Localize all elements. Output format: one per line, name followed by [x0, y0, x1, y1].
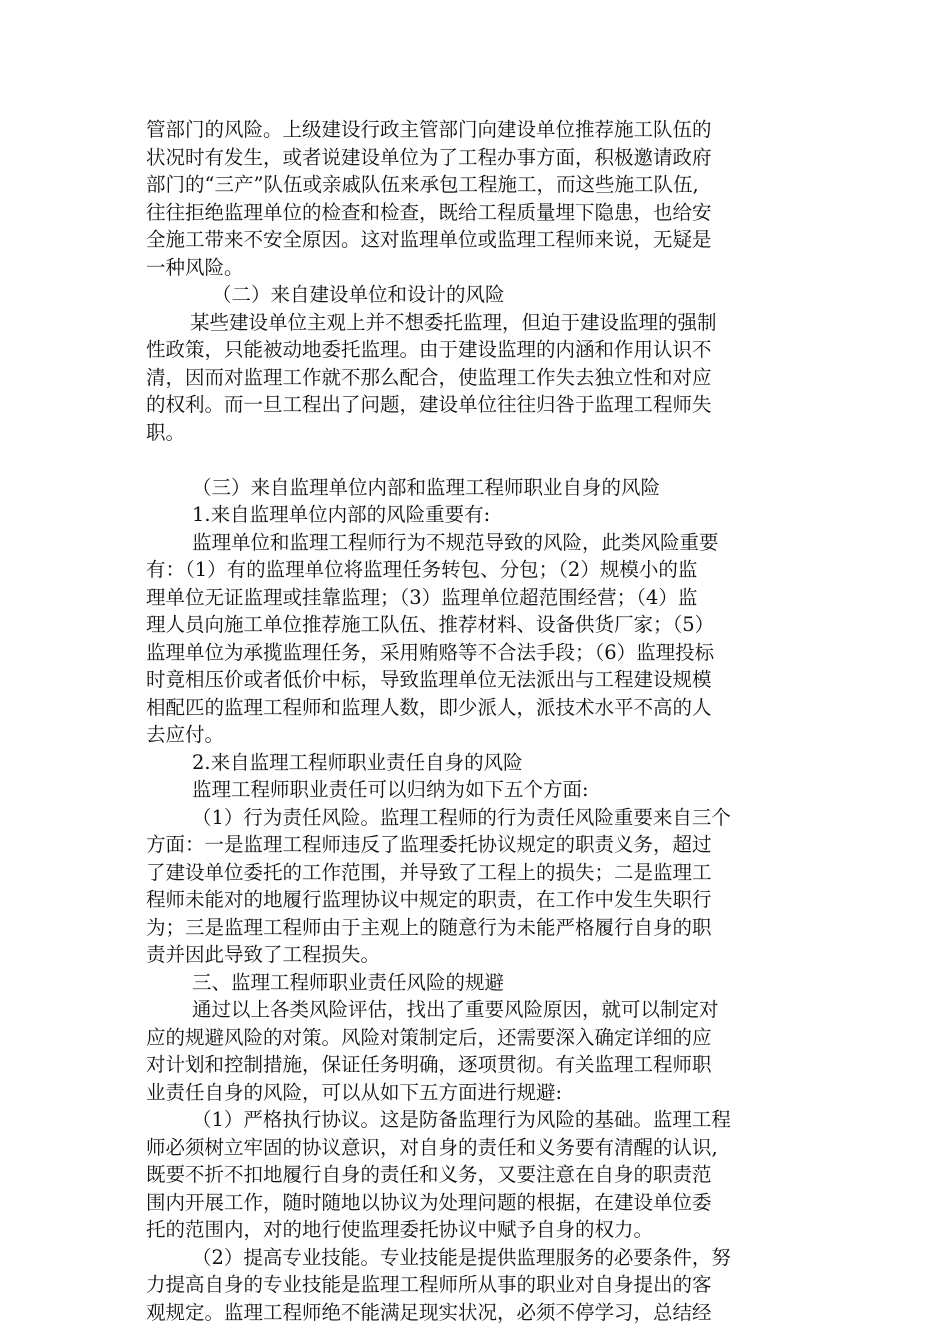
- body-line: 既要不折不扣地履行自身的责任和义务，又要注意在自身的职责范: [146, 1163, 712, 1186]
- body-line: 性政策，只能被动地委托监理。由于建设监理的内涵和作用认识不: [146, 338, 712, 361]
- body-line: 理单位无证监理或挂靠监理；（3）监理单位超范围经营；（4）监: [146, 585, 698, 609]
- blank-line: [146, 446, 806, 474]
- section-heading-2: （二）来自建设单位和设计的风险: [212, 283, 505, 306]
- body-line: 状况时有发生，或者说建设单位为了工程办事方面，积极邀请政府: [146, 145, 712, 169]
- section-heading-three: 三、监理工程师职业责任风险的规避: [192, 970, 505, 994]
- body-line: 一种风险。: [146, 255, 244, 279]
- body-line: 围内开展工作，随时随地以协议为处理问题的根据，在建设单位委: [146, 1190, 712, 1214]
- paragraph-start: 某些建设单位主观上并不想委托监理，但迫于建设监理的强制: [190, 310, 717, 334]
- paragraph-start: （2）提高专业技能。专业技能是提供监理服务的必要条件，努: [192, 1245, 731, 1269]
- body-line: 管部门的风险。上级建设行政主管部门向建设单位推荐施工队伍的: [146, 118, 712, 141]
- body-line: 时竟相压价或者低价中标，导致监理单位无法派出与工程建设规模: [146, 668, 712, 691]
- body-line: 监理单位为承揽监理任务，采用贿赂等不合法手段；（6）监理投标: [146, 640, 715, 664]
- body-line: 对计划和控制措施，保证任务明确，逐项贯彻。有关监理工程师职: [146, 1053, 712, 1076]
- body-line: 观规定。监理工程师绝不能满足现实状况，必须不停学习，总结经: [146, 1300, 712, 1324]
- paragraph-start: （1）行为责任风险。监理工程师的行为责任风险重要来自三个: [192, 805, 731, 829]
- document-body: [146, 116, 806, 1326]
- body-line: 方面：一是监理工程师违反了监理委托协议规定的职责义务，超过: [146, 833, 712, 856]
- section-heading-3: （三）来自监理单位内部和监理工程师职业自身的风险: [192, 475, 661, 499]
- body-line: 理人员向施工单位推荐施工队伍、推荐材料、设备供货厂家；（5）: [146, 613, 715, 636]
- body-line: 有：（1）有的监理单位将监理任务转包、分包；（2）规模小的监: [146, 558, 698, 581]
- paragraph-start: （1）严格执行协议。这是防备监理行为风险的基础。监理工程: [192, 1108, 731, 1131]
- body-line: 全施工带来不安全原因。这对监理单位或监理工程师来说，无疑是: [146, 228, 712, 251]
- body-line: 应的规避风险的对策。风险对策制定后，还需要深入确定详细的应: [146, 1025, 712, 1049]
- paragraph-start: 监理单位和监理工程师行为不规范导致的风险，此类风险重要: [192, 530, 719, 554]
- body-line: 托的范围内，对的地行使监理委托协议中赋予自身的权力。: [146, 1218, 654, 1241]
- body-line: 往往拒绝监理单位的检查和检查，既给工程质量埋下隐患，也给安: [146, 200, 712, 224]
- body-line: 了建设单位委托的工作范围，并导致了工程上的损失；二是监理工: [146, 860, 712, 884]
- body-line: 责并因此导致了工程损失。: [146, 943, 381, 966]
- body-line: 力提高自身的专业技能是监理工程师所从事的职业对自身提出的客: [146, 1273, 712, 1296]
- paragraph-start: 监理工程师职业责任可以归纳为如下五个方面:: [192, 778, 589, 801]
- body-line: 去应付。: [146, 723, 225, 746]
- body-line: 相配匹的监理工程师和监理人数，即少派人，派技术水平不高的人: [146, 695, 712, 719]
- body-line: 职。: [146, 420, 186, 444]
- body-line: 程师未能对的地履行监理协议中规定的职责，在工作中发生失职行: [146, 888, 712, 911]
- body-line: 部门的“三产”队伍或亲戚队伍来承包工程施工，而这些施工队伍,: [146, 173, 699, 196]
- body-line: 师必须树立牢固的协议意识，对自身的责任和义务要有清醒的认识,: [146, 1135, 718, 1159]
- body-line: 为；三是监理工程师由于主观上的随意行为未能严格履行自身的职: [146, 915, 712, 939]
- subheading-2: 2.来自监理工程师职业责任自身的风险: [192, 750, 523, 774]
- body-line: 的权利。而一旦工程出了问题，建设单位往往归咎于监理工程师失: [146, 393, 712, 416]
- subheading-1: 1.来自监理单位内部的风险重要有:: [192, 503, 491, 526]
- body-line: 业责任自身的风险，可以从如下五方面进行规避:: [146, 1080, 563, 1104]
- paragraph-start: 通过以上各类风险评估，找出了重要风险原因，就可以制定对: [192, 998, 719, 1021]
- body-line: 清，因而对监理工作就不那么配合，使监理工作失去独立性和对应: [146, 365, 712, 389]
